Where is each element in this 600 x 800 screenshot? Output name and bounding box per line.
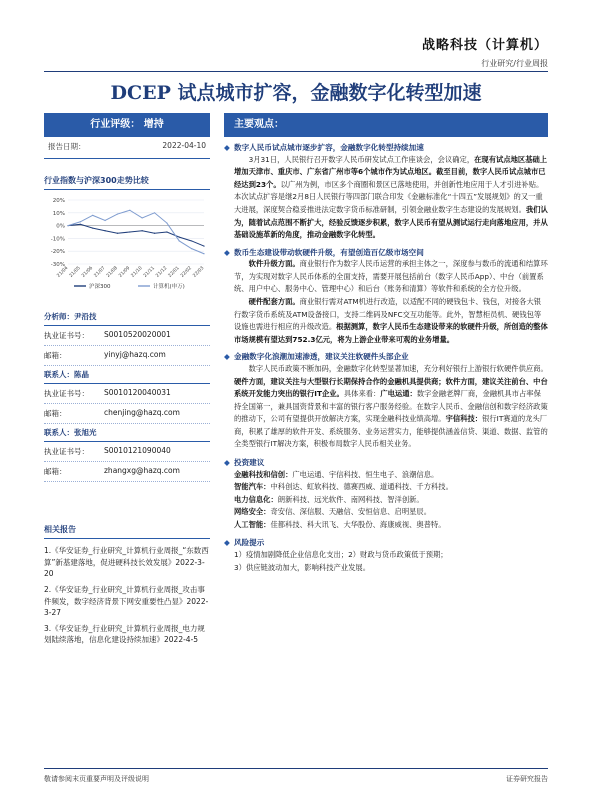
header-subtitle: 行业研究/行业周报 [481,59,548,68]
related-item[interactable]: 2.《华安证券_行业研究_计算机行业周报_攻击事件频发，数字经济背景下网安重要性凸显》2022-3-27 [44,584,209,618]
footer-label: 证券研究报告 [506,775,548,783]
data-point [191,240,192,241]
main-content [224,113,548,574]
mail-label: 邮箱： [44,467,67,476]
data-point [166,231,167,232]
analysts [44,308,210,482]
chart-title: 行业指数与沪深300走势比较 [44,173,210,190]
diamond-icon: ◆ [224,457,230,467]
section-paragraph [234,154,548,242]
x-tick-label: 22/01 [167,265,181,279]
analyst-cert-row [44,326,210,346]
data-point [191,248,192,249]
analyst-mail-row [44,404,210,424]
legend-label: 计算机(申万) [153,284,185,290]
related-reports [44,522,210,650]
x-tick-label: 22/03 [192,265,206,279]
diamond-icon: ◆ [224,143,230,152]
x-tick-label: 21/05 [68,265,82,279]
analyst-mail-row [44,462,210,482]
related-item[interactable]: 1.《华安证券_行业研究_计算机行业周报_“东数西算”新基建落地，促进硬科技长效发展》2022-3-20 [44,546,209,579]
invest-label: 电力信息化： [234,494,278,504]
data-point [80,224,81,225]
bold-run: 在现有试点地区基础上增加天津市、重庆市、广东省广州市等6个城市作为试点地区。截至目前，数字人民币试点城市已经达到23个。 [234,154,548,189]
index-chart [44,194,210,294]
series-line [68,210,204,254]
data-point [117,233,118,234]
invest-text: 广电运通、宇信科技、恒生电子、浪潮信息。 [292,469,439,479]
section-paragraph [234,258,548,296]
section-title [224,351,548,363]
section-title [224,142,548,154]
x-tick-label: 21/09 [118,265,132,279]
cert-value: S0010121090040 [104,446,171,455]
x-tick-label: 21/08 [105,265,119,279]
invest-text: 中科创达、虹软科技、德赛西威、道通科技、千方科技。 [270,482,453,492]
mail-label: 邮箱： [44,351,67,360]
section-title-text: 数币生态建设带动软硬件升级，有望创造百亿级市场空间 [234,247,424,257]
related-item[interactable]: 3.《华安证券_行业研究_计算机行业周报_电力规划陆续落地，信息化建设持续加速》2022-4-5 [44,623,205,645]
analyst-role: 联系人：陈晶 [44,366,210,384]
data-point [142,217,143,218]
section-paragraph [234,296,548,346]
y-tick-label: 0% [56,223,65,230]
section-title [224,457,548,469]
section-paragraph [234,363,548,451]
analyst-cert-row [44,442,210,462]
index-chart-section [44,173,210,298]
series-line [68,224,204,246]
data-point [154,233,155,234]
analyst-block [44,308,210,366]
invest-row [234,519,548,532]
analyst-cert-row [44,384,210,404]
x-tick-label: 21/12 [155,265,169,279]
main-heading: 主要观点： [224,113,548,137]
cert-value: S0010520020001 [104,330,171,339]
data-point [179,240,180,241]
data-point [129,210,130,211]
report-date-value: 2022-04-10 [162,141,206,150]
section-title-text: 投资建议 [234,457,265,467]
invest-row [234,469,548,482]
y-tick-label: 10% [52,210,65,217]
y-tick-label: -30% [50,262,65,268]
invest-section [224,457,548,532]
bold-run: 广电运通： [380,389,417,399]
mail-label: 邮箱： [44,409,67,418]
x-tick-label: 21/10 [130,265,144,279]
data-point [166,222,167,223]
text-run: 商业银行作为数字人民币运营的承担主体之一，深度参与数币的流通和结算环节，为实现对数字人民币体系的全面支持，需要开展包括前台（数字人民币App）、中台（前置系统、用户中心、服务中心、管理中心）和后台（账务和清算）等软件和系统的全方位升级。 [234,259,548,294]
text-run: 3月31日，人民银行召开数字人民币研发试点工作座谈会，会议确定， [248,154,475,164]
data-point [179,237,180,238]
invest-label: 智能汽车： [234,482,271,492]
data-point [104,220,105,221]
data-point [154,212,155,213]
invest-text: 佳都科技、科大讯飞、大华股份、海康威视、奥普特。 [270,519,446,529]
report-date [44,137,210,159]
diamond-icon: ◆ [224,538,230,548]
invest-label: 网络安全： [234,507,271,517]
invest-row [234,506,548,519]
x-tick-label: 21/04 [56,265,70,279]
data-point [117,213,118,214]
invest-row [234,481,548,494]
cert-value: S0010120040031 [104,388,171,397]
data-point [203,253,204,254]
data-point [142,230,143,231]
invest-label: 金融科技和信创： [234,469,293,479]
x-tick-label: 21/06 [81,265,95,279]
risk-row: 1）疫情加剧降低企业信息化支出；2）财政与货币政策低于预期； [234,550,448,560]
risk-row: 3）供应链波动加大，影响科技产业发展。 [234,562,370,572]
invest-label: 人工智能： [234,519,271,529]
header-divider [44,71,548,72]
report-date-label: 报告日期： [48,142,86,151]
analyst-role: 联系人：张旭光 [44,424,210,442]
x-tick-label: 22/02 [180,265,194,279]
mail-value[interactable]: yinyj@hazq.com [104,350,166,359]
x-tick-label: 21/07 [93,265,107,279]
diamond-icon: ◆ [224,352,230,362]
data-point [92,215,93,216]
bold-run: 宇信科技： [445,414,483,424]
data-point [92,228,93,229]
footer-disclaimer[interactable]: 敬请参阅末页重要声明及评级说明 [44,775,149,783]
text-run: 具体来看： [343,389,381,399]
text-run: 数字人民币政策不断加码，金融数字化转型显著加速，充分利好银行上游银行软硬件供应商。 [248,363,548,373]
invest-text: 奇安信、深信服、天融信、安恒信息、启明星辰。 [270,507,432,517]
analyst-block [44,424,210,482]
bold-run: 根据测算，数字人民币生态建设带来的软硬件升级，所创造的整体市场规模有望达到752.3亿元，将为上游企业带来可观的业务增量。 [234,322,548,344]
analyst-block [44,366,210,424]
y-tick-label: -10% [50,236,65,243]
footer-divider [44,768,548,769]
cert-label: 执业证书号： [44,447,89,456]
data-point [203,245,204,246]
analyst-mail-row [44,346,210,366]
data-point [67,225,68,226]
left-sidebar [44,113,210,482]
mail-value[interactable]: chenjing@hazq.com [104,408,180,417]
mail-value[interactable]: zhangxg@hazq.com [104,466,180,475]
section-title [224,537,548,549]
invest-row [234,494,548,507]
risk-section [224,537,548,574]
section-title-text: 数字人民币试点城市逐步扩容，金融数字化转型持续加速 [234,143,424,152]
section-title-text: 金融数字化浪潮加速渗透，建议关注软硬件头部企业 [234,352,409,362]
page-title: DCEP 试点城市扩容，金融数字化转型加速 [110,82,482,104]
cert-label: 执业证书号： [44,331,89,340]
header-sector: 战略科技（计算机） [421,38,548,53]
legend-label: 沪深300 [89,284,111,290]
text-run: 数字金融老牌厂商，金融机具市占率保持全国第一，兼具国资背景和丰富的银行客户服务经验。在数字人民币、金融信创和数字经济政策的推动下，公司有望提供开放解决方案，实现金融科技业绩高增。 [234,389,548,424]
bold-run: 硬件配套方面。 [248,297,300,306]
invest-text: 朗新科技、远光软件、南网科技、智洋创新。 [277,494,424,504]
bold-run: 我们认为，随着试点范围不断扩大，经验反馈逐步积累，数字人民币有望从测试运行走向落地应用，并从基础设施革新的角度，推动金融数字化转型。 [234,204,548,240]
cert-label: 执业证书号： [44,389,89,398]
section-title [224,247,548,259]
y-tick-label: -20% [50,249,65,256]
text-run: 以广州为例，市区多个商圈和景区已落地使用，并创新性地应用于人才引进补贴。本次试点扩容是继2月8日人民银行等四部门联合印发《金融标准化“十四五”发展规划》的又一重大进展，深度契合稳妥推进法定数字货币标准研制，引领金融业数字生态建设的发展规划。 [234,179,544,214]
y-tick-label: 20% [52,198,65,204]
analyst-role: 分析师：尹沿技 [44,308,210,326]
data-point [129,231,130,232]
data-point [104,230,105,231]
bold-run: 软件升级方面。 [248,259,300,269]
related-heading: 相关报告 [44,522,210,539]
bold-run: 硬件方面，建议关注与大型银行长期保持合作的金融机具提供商；软件方面，建议关注前台、中台系统开发能力突出的银行IT企业。 [234,376,548,399]
text-run: 商业银行需对ATM机进行改造，以适配不同的硬钱包卡、钱包，对接各大银行数字货币系统及ATM设备接口，支持二维码及NFC交互功能等。此外，智慧柜员机、硬钱包等设施也需进行相应的升级改造。 [234,297,542,332]
diamond-icon: ◆ [224,247,230,257]
x-tick-label: 21/11 [143,265,156,279]
data-point [80,221,81,222]
section-title-text: 风险提示 [234,538,265,548]
rating-banner: 行业评级： 增持 [44,113,210,137]
text-run: 银行IT赛道的龙头厂商，积累了雄厚的软件开发、系统服务、业务运营实力，能够提供涵盖信贷、渠道、数据、监管的全类型银行IT解决方案，积极布局数字人民币相关业务。 [234,414,548,449]
